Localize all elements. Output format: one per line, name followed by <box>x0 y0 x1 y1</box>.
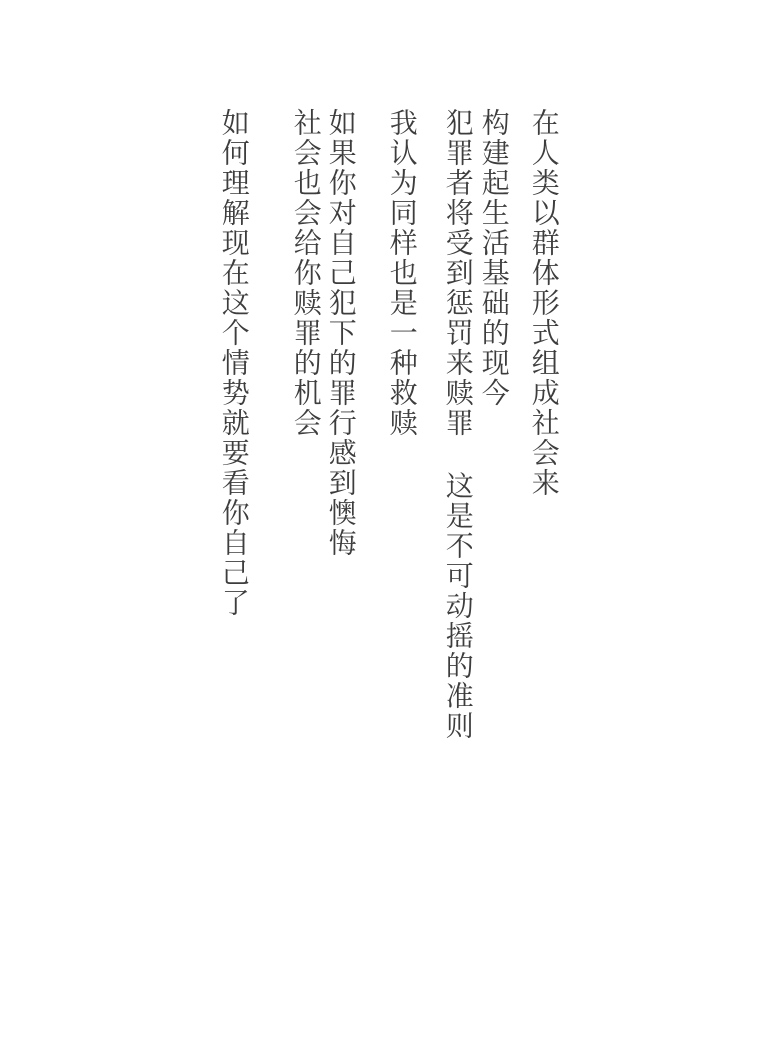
vertical-text-column-1: 在人类以群体形式组成社会来 <box>527 108 559 498</box>
vertical-text-column-6: 社会也会给你赎罪的机会 <box>289 108 321 438</box>
vertical-text-column-7: 如何理解现在这个情势就要看你自己了 <box>217 108 249 618</box>
vertical-text-column-4: 我认为同样也是一种救赎 <box>385 108 417 438</box>
vertical-text-column-5: 如果你对自己犯下的罪行感到懊悔 <box>324 108 356 558</box>
vertical-text-column-3: 犯罪者将受到惩罚来赎罪 这是不可动摇的准则 <box>441 108 473 741</box>
vertical-text-column-2: 构建起生活基础的现今 <box>477 108 509 408</box>
